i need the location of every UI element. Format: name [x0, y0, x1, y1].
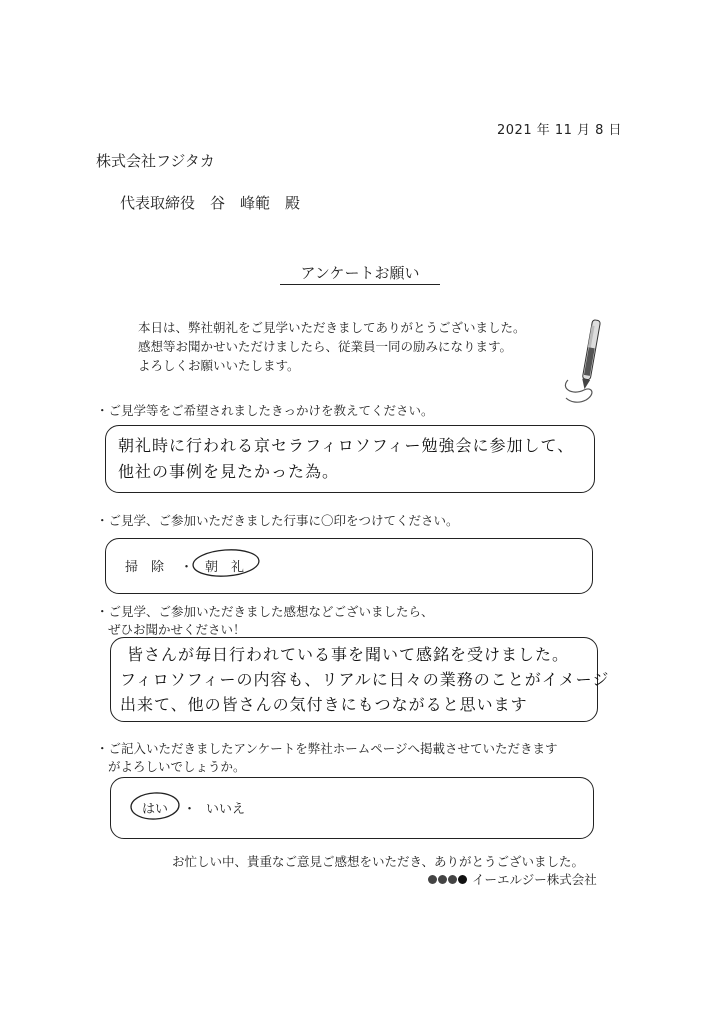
question-2: ・ご見学、ご参加いただきました行事に〇印をつけてください。	[96, 513, 459, 528]
page-title: アンケートお願い	[280, 262, 440, 285]
option-souji: 掃 除	[125, 560, 165, 575]
recipient-company: 株式会社フジタカ	[96, 152, 215, 170]
option-separator: ・	[180, 560, 194, 575]
closing-text: お忙しい中、貴重なご意見ご感想をいただき、ありがとうございました。	[172, 854, 585, 869]
option-chourei: 朝 礼	[205, 560, 245, 575]
selection-circle	[128, 789, 184, 823]
option-iie: いいえ	[206, 802, 246, 817]
question-3: ・ご見学、ご参加いただきました感想などございましたら、	[96, 604, 434, 619]
option-hai: はい	[142, 802, 169, 817]
intro-text	[138, 318, 526, 375]
question-4: ・ご記入いただきましたアンケートを弊社ホームページへ掲載させていただきます	[96, 741, 558, 756]
signer	[428, 870, 597, 888]
signer-name: イーエルジー株式会社	[472, 872, 597, 887]
answer-3-line: フィロソフィーの内容も、リアルに日々の業務のことがイメージ	[120, 670, 610, 689]
recipient-ceo: 代表取締役 谷 峰範 殿	[120, 194, 301, 212]
selection-circle	[190, 546, 262, 580]
question-4-continued: がよろしいでしょうか。	[108, 759, 246, 774]
intro-line: 感想等お聞かせいただけましたら、従業員一同の励みになります。	[138, 339, 513, 354]
intro-line: 本日は、弊社朝礼をご見学いただきましてありがとうございました。	[138, 320, 526, 335]
answer-3-line: 皆さんが毎日行われている事を聞いて感銘を受けました。	[127, 645, 570, 664]
question-1: ・ご見学等をご希望されましたきっかけを教えてください。	[96, 403, 434, 418]
answer-1-line: 朝礼時に行われる京セラフィロソフィー勉強会に参加して、	[118, 436, 575, 455]
intro-line: よろしくお願いいたします。	[138, 358, 300, 373]
logo-icon	[428, 872, 468, 887]
option-separator: ・	[183, 802, 197, 817]
question-3-continued: ぜひお聞かせください！	[108, 622, 246, 637]
pen-icon	[562, 318, 622, 408]
answer-1-line: 他社の事例を見たかった為。	[118, 462, 340, 481]
answer-3-line: 出来て、他の皆さんの気付きにもつながると思います	[120, 695, 528, 714]
answer-box-2	[105, 538, 593, 594]
date: 2021 年 11 月 8 日	[497, 123, 623, 138]
